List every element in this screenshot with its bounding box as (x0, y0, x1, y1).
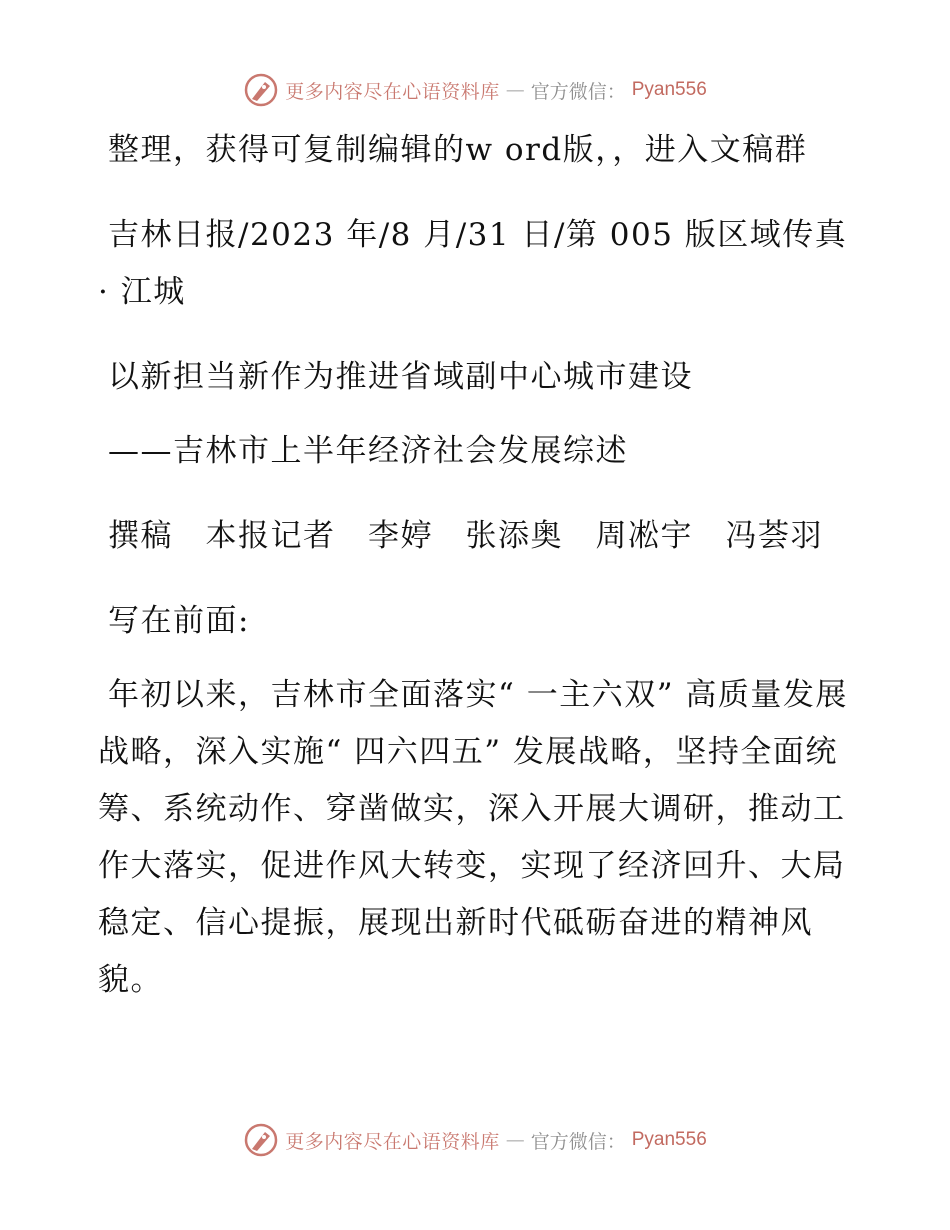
body-paragraph: 年初以来，吉林市全面落实“ 一主六双” 高质量发展战略，深入实施“ 四六四五” 发展战略，坚持全面统筹、系统动作、穿凿做实，深入开展大调研，推动工作大落实，促进作风大转变，实现了经济回升、大局稳定、信心提振，展现出新时代砥砺奋进的精神风貌。 (98, 677, 848, 998)
intro-paragraph: 整理，获得可复制编辑的w ord版，，进入文稿群 (108, 132, 808, 168)
watermark-wechat-id: Pyan556 (631, 1129, 707, 1150)
byline: 撰稿 本报记者 李婷 张添奥 周凇宇 冯荟羽 (108, 518, 823, 554)
watermark-text: 更多内容尽在心语资料库 (285, 1130, 500, 1153)
pen-nib-logo-icon (243, 72, 279, 108)
watermark-official-label: 官方微信： (530, 1130, 626, 1153)
watermark-separator: — (505, 1129, 525, 1151)
document-body (98, 122, 850, 1037)
article-title: 以新担当新作为推进省域副中心城市建设 (108, 359, 693, 395)
pen-nib-logo-icon (243, 1122, 279, 1158)
header-watermark (0, 70, 950, 110)
source-line: 吉林日报/2023 年/8 月/31 日/第 005 版区域传真· 江城 (98, 217, 848, 310)
section-heading: 写在前面: (108, 603, 250, 639)
watermark-separator: — (505, 79, 525, 101)
watermark-text: 更多内容尽在心语资料库 (285, 80, 500, 103)
watermark-official-label: 官方微信： (530, 80, 626, 103)
watermark-wechat-id: Pyan556 (631, 79, 707, 100)
footer-watermark (0, 1120, 950, 1160)
article-subtitle: ——吉林市上半年经济社会发展综述 (108, 433, 628, 469)
